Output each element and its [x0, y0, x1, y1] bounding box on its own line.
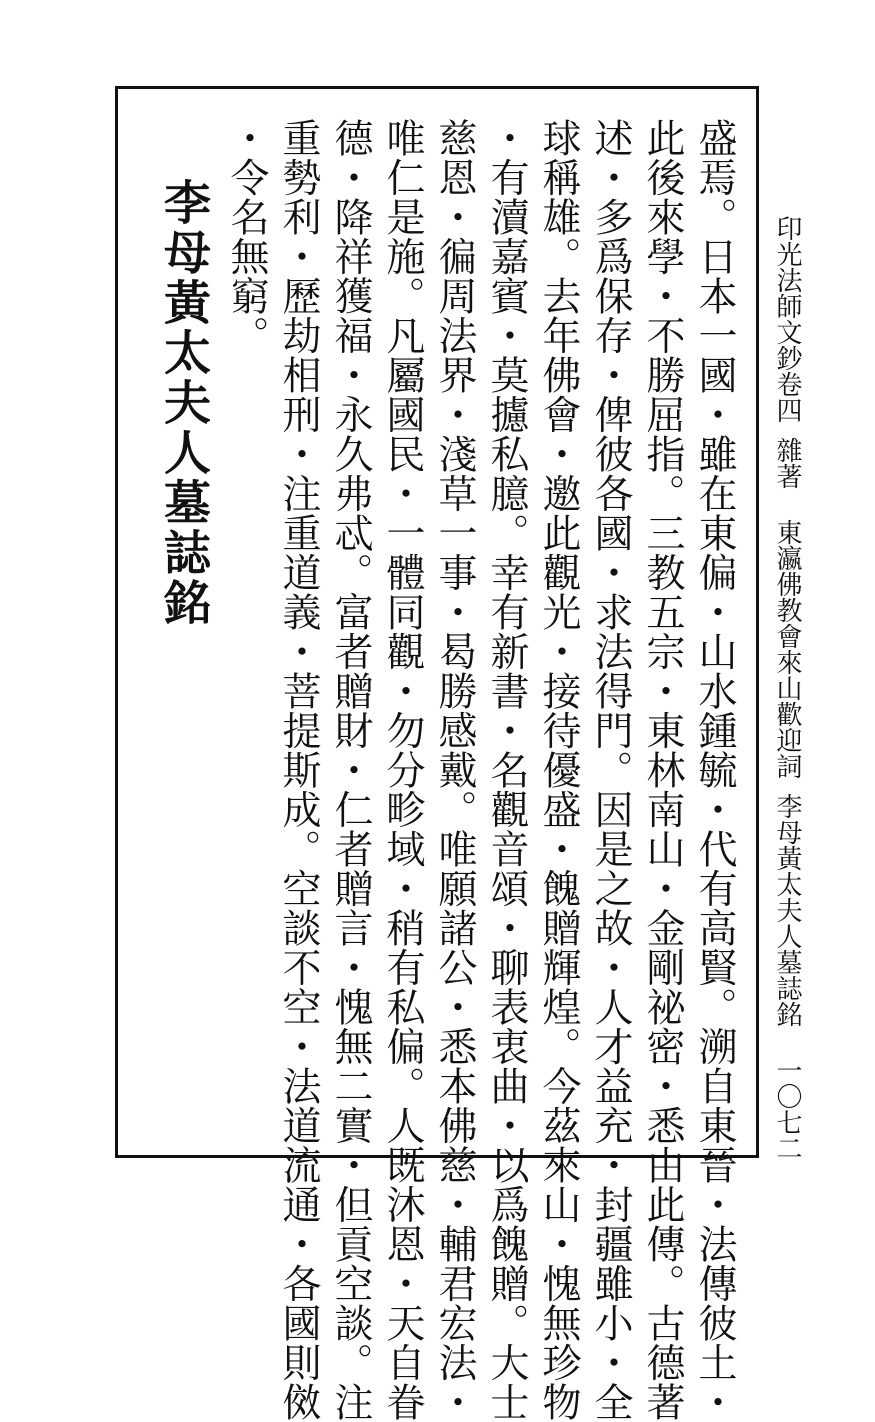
- body-column: 球稱雄。去年佛會・邀此觀光・接待優盛・餽贈輝煌。今茲來山・愧無珍物: [536, 118, 581, 1422]
- body-column: 此後來學・不勝屈指。三教五宗・東林南山・金剛祕密・悉由此傳。古德著: [640, 118, 685, 1422]
- body-column: 慈恩・徧周法界・淺草一事・曷勝感戴。唯願諸公・悉本佛慈・輔君宏法・: [432, 118, 477, 1422]
- body-column: 德・降祥獲福・永久弗忒。富者贈財・仁者贈言・愧無二實・但貢空談。注: [328, 118, 373, 1422]
- body-column: 述・多爲保存・俾彼各國・求法得門。因是之故・人才益充・封疆雖小・全: [588, 118, 633, 1422]
- section-label: 雜著: [772, 437, 802, 489]
- body-column: 唯仁是施。凡屬國民・一體同觀・勿分畛域・稍有私偏。人既沐恩・天自眷: [380, 118, 425, 1422]
- body-column: ・有瀆嘉賓・莫攄私臆。幸有新書・名觀音頌・聊表衷曲・以爲餽贈。大士: [484, 118, 529, 1422]
- page-number: 一〇七二: [772, 1057, 802, 1161]
- running-header: [774, 215, 800, 1161]
- body-column: ・令名無窮。: [224, 118, 269, 355]
- book-title: 印光法師文鈔卷四: [772, 215, 802, 423]
- article-title-2: 李母黃太夫人墓誌銘: [772, 793, 802, 1027]
- body-column: 重勢利・歷劫相刑・注重道義・菩提斯成。空談不空・法道流通・各國則傚: [276, 118, 321, 1422]
- body-column: 盛焉。日本一國・雖在東偏・山水鍾毓・代有高賢。溯自東晉・法傳彼土・: [692, 118, 737, 1422]
- article-title-1: 東瀛佛教會來山歡迎詞: [772, 519, 802, 779]
- next-article-title: 李母黃太夫人墓誌銘: [156, 178, 211, 628]
